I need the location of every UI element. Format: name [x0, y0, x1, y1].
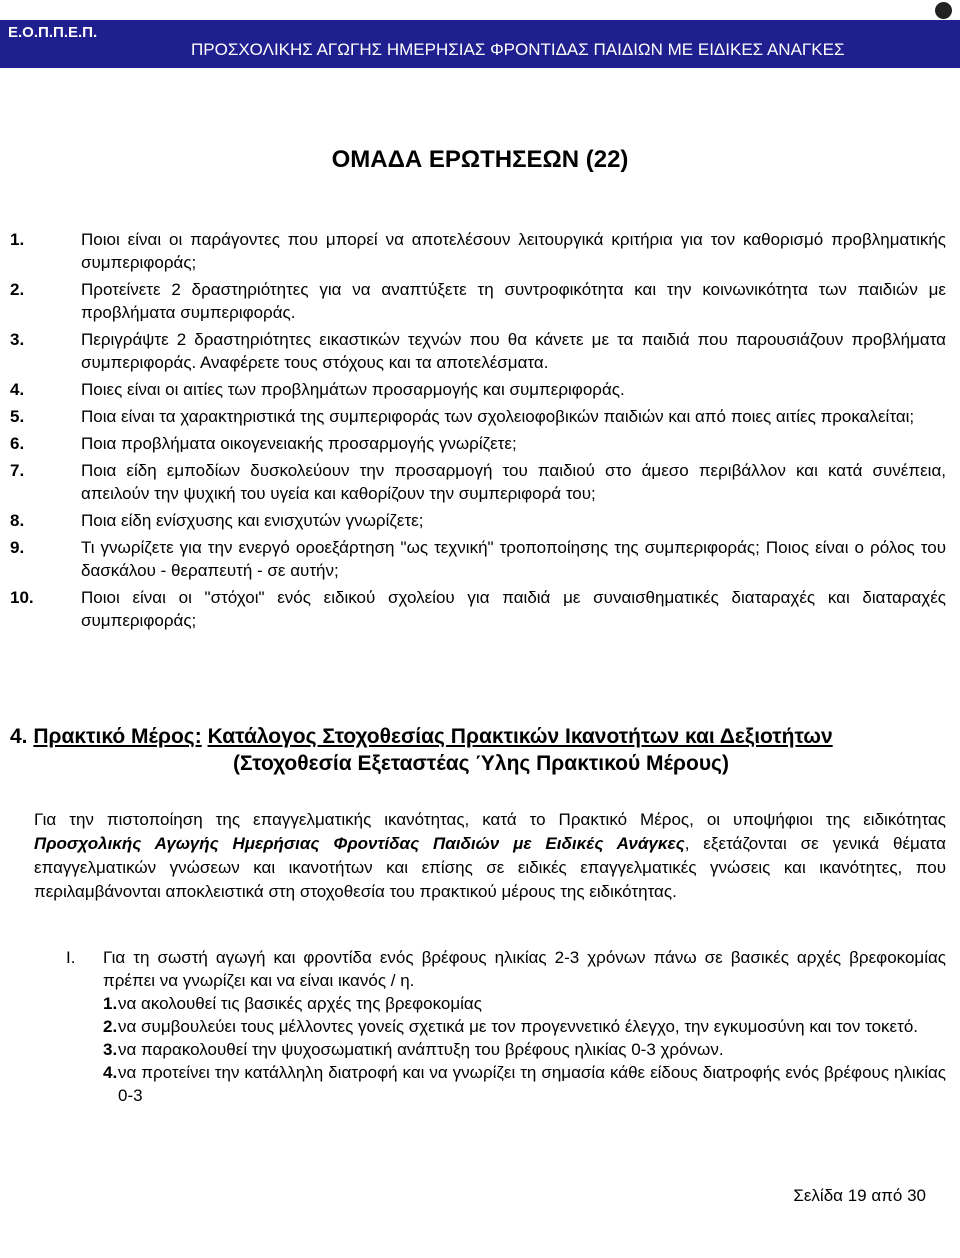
question-item — [10, 278, 946, 324]
question-text: Ποιες είναι οι αιτίες των προβλημάτων προσαρμογής και συμπεριφοράς. — [81, 380, 625, 399]
question-number: 7. — [10, 461, 25, 480]
subitem-text: να προτείνει την κατάλληλη διατροφή και να γνωρίζει τη σημασία κάθε είδους διατροφής ενός βρέφους ηλικίας 0-3 — [118, 1063, 946, 1105]
subitem-text: να παρακολουθεί την ψυχοσωματική ανάπτυξη του βρέφους ηλικίας 0-3 χρόνων. — [118, 1040, 724, 1059]
question-text: Ποια είδη εμποδίων δυσκολεύουν την προσαρμογή του παιδιού στο άμεσο περιβάλλον και κατά συνέπεια, απειλούν την ψυχική του υγεία και καθορίζουν την συμπεριφορά του; — [81, 461, 946, 503]
subitem — [103, 1015, 946, 1038]
subitem-number: 4. — [103, 1063, 118, 1082]
question-number: 5. — [10, 407, 25, 426]
intro-after: , εξετάζονται σε γενικά θέματα επαγγελματικών γνώσεων και ικανοτήτων και επίσης σε ειδικές επαγγελματικές γνώσεις και ικανότητες, που περιλαμβάνονται αποκλειστικά στη στοχοθεσία του πρακτικού μέρους της ειδικότητας. — [34, 834, 946, 901]
question-text: Ποια είναι τα χαρακτηριστικά της συμπεριφοράς των σχολειοφοβικών παιδιών και από ποιες αιτίες προκαλείται; — [81, 407, 915, 426]
corner-mark — [935, 2, 952, 19]
question-number: 4. — [10, 380, 25, 399]
question-number: 1. — [10, 230, 25, 249]
question-text: Ποια είδη ενίσχυσης και ενισχυτών γνωρίζετε; — [81, 511, 424, 530]
roman-item — [66, 946, 946, 1107]
question-item — [10, 432, 946, 455]
subitem — [103, 1061, 946, 1107]
header-org: Ε.Ο.Π.Π.Ε.Π. — [8, 24, 98, 41]
question-number: 10. — [10, 588, 34, 607]
question-item — [10, 328, 946, 374]
question-item — [10, 405, 946, 428]
question-number: 9. — [10, 538, 25, 557]
page-number: Σελίδα 19 από 30 — [793, 1186, 926, 1205]
question-item — [10, 459, 946, 505]
roman-text: Για τη σωστή αγωγή και φροντίδα ενός βρέφους ηλικίας 2-3 χρόνων πάνω σε βασικές αρχές βρεφοκομίας πρέπει να γνωρίζει και να είναι ικανός / η. — [103, 948, 946, 990]
roman-number: I. — [66, 948, 76, 967]
intro-specialty: Προσχολικής Αγωγής Ημερήσιας Φροντίδας Παιδιών με Ειδικές Ανάγκες — [34, 834, 685, 853]
subitem-number: 2. — [103, 1017, 118, 1036]
header-title: ΠΡΟΣΧΟΛΙΚΗΣ ΑΓΩΓΗΣ ΗΜΕΡΗΣΙΑΣ ΦΡΟΝΤΙΔΑΣ ΠΑΙΔΙΩΝ ΜΕ ΕΙΔΙΚΕΣ ΑΝΑΓΚΕΣ — [191, 40, 845, 59]
question-list — [10, 228, 946, 636]
subitem — [103, 1038, 946, 1061]
section-title-part2: Κατάλογος Στοχοθεσίας Πρακτικών Ικανοτήτων και Δεξιοτήτων — [207, 725, 833, 748]
section-number: 4. — [10, 725, 28, 748]
subitem-list — [66, 992, 946, 1107]
question-item — [10, 586, 946, 632]
question-number: 6. — [10, 434, 25, 453]
question-text: Περιγράψτε 2 δραστηριότητες εικαστικών τεχνών που θα κάνετε με τα παιδιά που παρουσιάζουν προβλήματα συμπεριφοράς. Αναφέρετε τους στόχους και τα αποτελέσματα. — [81, 330, 946, 372]
question-text: Ποιοι είναι οι παράγοντες που μπορεί να αποτελέσουν λειτουργικά κριτήρια για τον καθορισμό προβληματικής συμπεριφοράς; — [81, 230, 946, 272]
question-item — [10, 536, 946, 582]
question-number: 8. — [10, 511, 25, 530]
subitem-text: να ακολουθεί τις βασικές αρχές της βρεφοκομίας — [118, 994, 482, 1013]
question-item — [10, 378, 946, 401]
question-item — [10, 509, 946, 532]
subitem — [103, 992, 946, 1015]
intro-paragraph — [34, 808, 946, 904]
section-title-part1: Πρακτικό Μέρος: — [33, 725, 202, 748]
intro-before: Για την πιστοποίηση της επαγγελματικής ικανότητας, κατά το Πρακτικό Μέρος, οι υποψήφιοι της ειδικότητας — [34, 810, 946, 829]
subitem-text: να συμβουλεύει τους μέλλοντες γονείς σχετικά με τον προγεννετικό έλεγχο, την εγκυμοσύνη και τον τοκετό. — [118, 1017, 919, 1036]
question-text: Ποιοι είναι οι "στόχοι" ενός ειδικού σχολείου για παιδιά με συναισθηματικές διαταραχές και διαταραχές συμπεριφοράς; — [81, 588, 946, 630]
question-text: Τι γνωρίζετε για την ενεργό οροεξάρτηση "ως τεχνική" τροποποίησης της συμπεριφοράς; Ποιος είναι ο ρόλος του δασκάλου - θεραπευτή - σε αυτήν; — [81, 538, 946, 580]
question-item — [10, 228, 946, 274]
question-number: 3. — [10, 330, 25, 349]
question-text: Προτείνετε 2 δραστηριότητες για να αναπτύξετε τη συντροφικότητα και την κοινωνικότητα των παιδιών με προβλήματα συμπεριφοράς. — [81, 280, 946, 322]
question-text: Ποια προβλήματα οικογενειακής προσαρμογής γνωρίζετε; — [81, 434, 517, 453]
section-heading — [10, 723, 946, 777]
question-group-title: ΟΜΑΔΑ ΕΡΩΤΗΣΕΩΝ (22) — [331, 146, 629, 173]
section-subtitle: (Στοχοθεσία Εξεταστέας Ύλης Πρακτικού Μέρους) — [233, 752, 729, 775]
page-header — [0, 20, 960, 68]
subitem-number: 3. — [103, 1040, 118, 1059]
question-number: 2. — [10, 280, 25, 299]
subitem-number: 1. — [103, 994, 118, 1013]
